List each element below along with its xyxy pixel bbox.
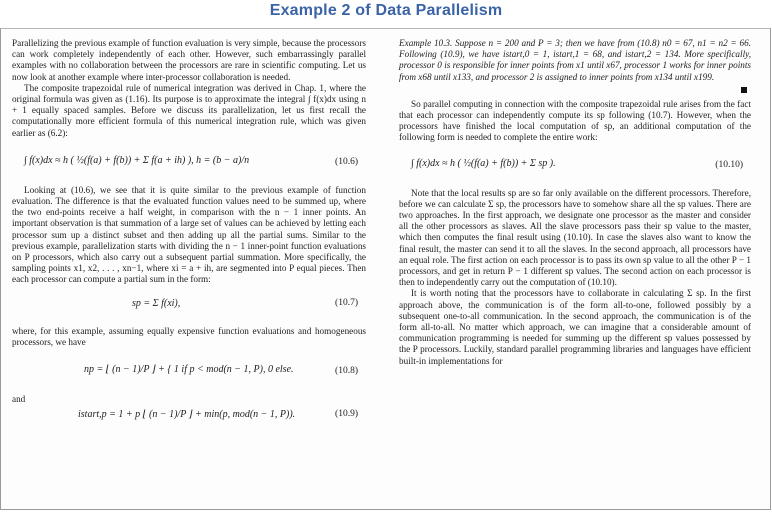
equation-10-9 [12, 405, 366, 431]
equation-expression: istart,p = 1 + p ⌊ (n − 1)/P ⌋ + min(p, mod(n − 1, P)). [78, 409, 296, 421]
paragraph: The composite trapezoidal rule of numerical integration was derived in Chap. 1, where the original formula was given as (1.16). Its purpose is to approximate the integral ∫ f(x)dx using n + 1 equally spaced samples. Before we discuss its parallelization, let us first recall the computationally more efficient formula of this numerical integration rule, which was given earlier as (6.2): [12, 82, 366, 138]
equation-number: (10.8) [335, 366, 358, 377]
equation-expression: sp = Σ f(xi), [132, 297, 181, 309]
equation-number: (10.10) [715, 159, 743, 170]
paragraph: Note that the local results sp are so far only available on the different processors. Therefore, before we can calculate Σ sp, the processors have to somehow share all the sp values. There are two approaches. In the first approach, we designate one processor as the master and consider all the other processors as slaves. All the slave processors pass their sp value to the master, which then computes the final result using (10.10). In case the slaves also want to know the final result, the master can send it to all the slaves. In the second approach, all processors have an equal role. The first action on each processor is to pass its own sp value to all the other P − 1 processors, and get in return P − 1 different sp values. The second action on each processor is then to independently carry out the computation of (10.10). [399, 187, 751, 288]
example-paragraph: Example 10.3. Suppose n = 200 and P = 3; then we have from (10.8) n0 = 67, n1 = n2 = 66. Following (10.9), we have istart,0 = 1, istart,1 = 68, and istart,2 = 134. More specifically, processor 0 is responsible for inner points from x1 until x67, processor 1 works for inner points from x68 until x133, and processor 2 is assigned to inner points from x134 until x199. [399, 38, 751, 82]
end-of-example-marker [741, 87, 747, 93]
equation-10-10 [399, 144, 751, 188]
paragraph: So parallel computing in connection with the composite trapezoidal rule arises from the fact that each processor can independently compute its sp following (10.7). However, when the processors have finished the local computation of sp, an additional computation of the following form is needed to complete the entire work: [399, 98, 751, 143]
paragraph: Parallelizing the previous example of function evaluation is very simple, because the processors can work completely independently of each other. However, such embarrassingly parallel examples with no collaboration between the processors are rare in scientific computing. Let us now look at another example where inter-processor collaboration is needed. [12, 38, 366, 82]
equation-number: (10.7) [335, 297, 358, 308]
equation-expression: ∫ f(x)dx ≈ h ( ½(f(a) + f(b)) + Σ sp ). [411, 157, 556, 169]
equation-expression: np = ⌊ (n − 1)/P ⌋ + { 1 if p < mod(n − 1, P), 0 else. [84, 364, 294, 376]
equation-10-8 [12, 348, 366, 394]
paragraph: Looking at (10.6), we see that it is quite similar to the previous example of function evaluation. The difference is that the evaluated function values need to be summed up, where the two end-points receive a half weight, in comparison with the n − 1 inner points. An important observation is that summation of a large set of values can be achieved by letting each processor sum up a distinct subset and then adding up all the partial sums. Similar to the previous example, parallelization starts with dividing the n − 1 inner-point function evaluations on P processors, which also carry out a subsequent partial summation. More specifically, the sampling points x1, x2, . . . , xn−1, where xi = a + ih, are segmented into P equal pieces. Then each processor can compute a partial sum in the form: [12, 184, 366, 285]
paragraph: It is worth noting that the processors have to collaborate in calculating Σ sp. In the first approach above, the communication is of the form all-to-one, followed possibly by a subsequent one-to-all communication. In the second approach, the communication is of the form all-to-all. No matter which approach, we can imagine that a considerable amount of communication programming is needed for summing up the different sp values possessed by the P processors. Luckily, standard parallel programming libraries and languages have efficient built-in implementations for [399, 288, 751, 366]
equation-10-7 [12, 286, 366, 326]
equation-number: (10.9) [335, 409, 358, 420]
paragraph: and [12, 394, 26, 405]
equation-10-6 [12, 139, 366, 185]
paragraph: where, for this example, assuming equally expensive function evaluations and homogeneous processors, we have [12, 325, 366, 347]
right-column [399, 38, 751, 367]
left-column [12, 38, 366, 431]
equation-expression: ∫ f(x)dx ≈ h ( ½(f(a) + f(b)) + Σ f(a + ih) ), h = (b − a)/n [24, 154, 250, 166]
slide-title: Example 2 of Data Parallelism [269, 2, 503, 19]
equation-number: (10.6) [335, 156, 358, 167]
